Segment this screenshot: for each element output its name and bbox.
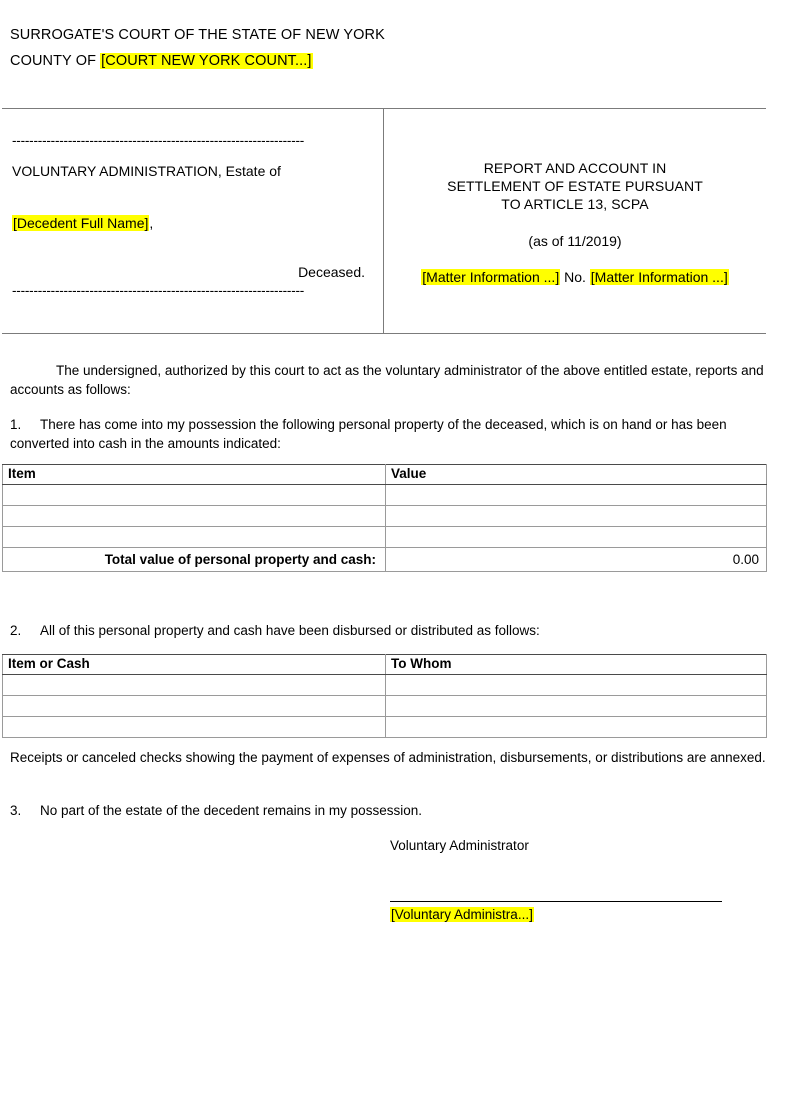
caption-right-cell bbox=[384, 109, 766, 333]
county-placeholder-field[interactable]: [COURT NEW YORK COUNT...] bbox=[101, 53, 312, 69]
disbursement-towhom-cell[interactable] bbox=[386, 717, 767, 738]
item-1-paragraph bbox=[10, 415, 768, 453]
caption-rule-bottom: -------------------------------------------------------------------- bbox=[12, 283, 305, 298]
item-3-number: 3. bbox=[10, 803, 22, 818]
item-2-number: 2. bbox=[10, 623, 22, 638]
property-item-cell[interactable] bbox=[3, 506, 386, 527]
disbursement-item-cell[interactable] bbox=[3, 717, 386, 738]
item-3-paragraph bbox=[10, 801, 768, 820]
caption-table bbox=[2, 108, 766, 334]
receipts-paragraph-text: Receipts or canceled checks showing the payment of expenses of administration, disbursements, or distributions are annexed. bbox=[10, 750, 766, 765]
item-3-text: No part of the estate of the decedent remains in my possession. bbox=[40, 803, 422, 818]
property-value-cell[interactable] bbox=[386, 506, 767, 527]
disbursement-item-cell[interactable] bbox=[3, 675, 386, 696]
total-label: Total value of personal property and cash: bbox=[3, 548, 386, 572]
matter-no-label: No. bbox=[564, 269, 586, 285]
matter-number-placeholder-field[interactable]: [Matter Information ...] bbox=[590, 269, 728, 285]
table-total-row bbox=[3, 548, 767, 572]
column-header-item: Item bbox=[3, 465, 386, 485]
table-row[interactable] bbox=[3, 675, 767, 696]
total-value: 0.00 bbox=[386, 548, 767, 572]
report-title-line-2: SETTLEMENT OF ESTATE PURSUANT bbox=[447, 178, 703, 194]
court-name-line bbox=[10, 22, 770, 48]
signature-name-row bbox=[390, 905, 534, 924]
item-2-text: All of this personal property and cash have been disbursed or distributed as follows: bbox=[40, 623, 540, 638]
table-row[interactable] bbox=[3, 506, 767, 527]
matter-information-line bbox=[390, 268, 760, 286]
court-name-text: SURROGATE'S COURT OF THE STATE OF NEW YORK bbox=[10, 27, 385, 43]
property-value-cell[interactable] bbox=[386, 527, 767, 548]
table-row[interactable] bbox=[3, 527, 767, 548]
personal-property-table bbox=[2, 464, 767, 572]
county-label: COUNTY OF bbox=[10, 53, 101, 69]
table-header-row bbox=[3, 655, 767, 675]
signature-title: Voluntary Administrator bbox=[390, 838, 529, 853]
county-line bbox=[10, 48, 770, 74]
item-1-text: There has come into my possession the following personal property of the deceased, which is on hand or has been converted into cash in the amounts indicated: bbox=[10, 417, 727, 451]
report-title-line-1: REPORT AND ACCOUNT IN bbox=[483, 160, 667, 176]
table-row[interactable] bbox=[3, 696, 767, 717]
item-2-paragraph bbox=[10, 621, 768, 640]
court-header bbox=[10, 22, 770, 74]
column-header-value: Value bbox=[386, 465, 767, 485]
caption-estate-of: VOLUNTARY ADMINISTRATION, Estate of bbox=[12, 163, 281, 179]
disbursement-table bbox=[2, 654, 767, 738]
table-row[interactable] bbox=[3, 717, 767, 738]
receipts-paragraph bbox=[10, 748, 768, 767]
matter-type-placeholder-field[interactable]: [Matter Information ...] bbox=[422, 269, 560, 285]
report-as-of-date: (as of 11/2019) bbox=[528, 233, 622, 249]
report-title bbox=[390, 159, 760, 213]
property-item-cell[interactable] bbox=[3, 527, 386, 548]
decedent-name-suffix: , bbox=[149, 215, 154, 231]
column-header-item-or-cash: Item or Cash bbox=[3, 655, 386, 675]
decedent-name-placeholder-field[interactable]: [Decedent Full Name] bbox=[13, 215, 149, 231]
caption-deceased-label: Deceased. bbox=[298, 264, 365, 280]
table-header-row bbox=[3, 465, 767, 485]
table-row[interactable] bbox=[3, 485, 767, 506]
intro-paragraph bbox=[10, 361, 768, 399]
caption-left-cell bbox=[2, 109, 383, 333]
intro-paragraph-text: The undersigned, authorized by this court to act as the voluntary administrator of the above entitled estate, reports and accounts as follows: bbox=[10, 363, 764, 397]
property-item-cell[interactable] bbox=[3, 485, 386, 506]
report-title-line-3: TO ARTICLE 13, SCPA bbox=[501, 196, 649, 212]
column-header-to-whom: To Whom bbox=[386, 655, 767, 675]
caption-decedent-line bbox=[12, 212, 373, 234]
disbursement-item-cell[interactable] bbox=[3, 696, 386, 717]
voluntary-administrator-placeholder-field[interactable]: [Voluntary Administra...] bbox=[391, 907, 533, 922]
disbursement-towhom-cell[interactable] bbox=[386, 675, 767, 696]
property-value-cell[interactable] bbox=[386, 485, 767, 506]
caption-rule-top: -------------------------------------------------------------------- bbox=[12, 133, 305, 148]
signature-line bbox=[390, 901, 722, 902]
disbursement-towhom-cell[interactable] bbox=[386, 696, 767, 717]
item-1-number: 1. bbox=[10, 417, 22, 432]
